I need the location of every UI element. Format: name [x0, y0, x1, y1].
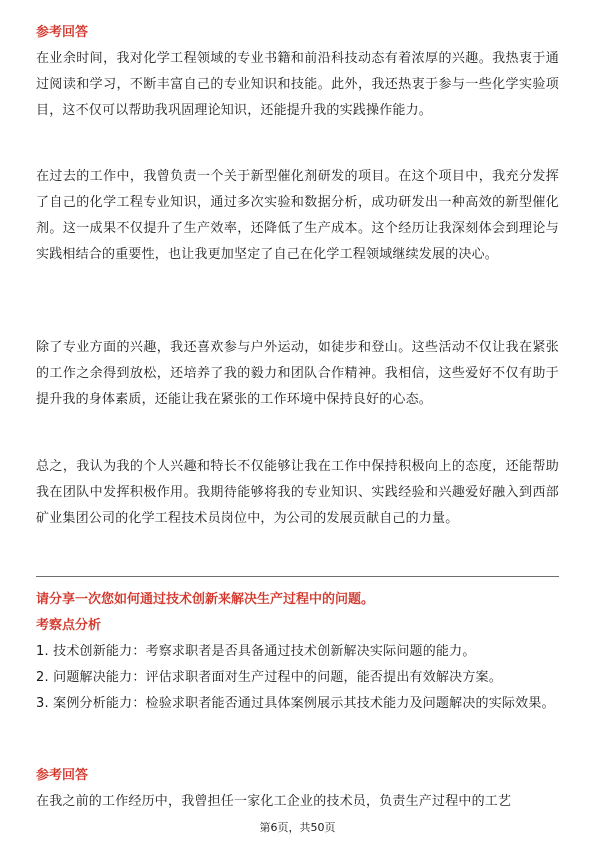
question-heading: 请分享一次您如何通过技术创新来解决生产过程中的问题。	[36, 592, 375, 607]
page-number: 第6页，共50页	[259, 821, 336, 834]
answer-heading-2-wrap	[36, 767, 559, 785]
answer-paragraph-2	[36, 164, 559, 268]
answer-start-paragraph	[36, 789, 559, 815]
analysis-item: 2. 问题解决能力：评估求职者面对生产过程中的问题，能否提出有效解决方案。	[36, 670, 502, 685]
analysis-heading-wrap	[36, 617, 559, 635]
paragraph: 在业余时间，我对化学工程领域的专业书籍和前沿科技动态有着浓厚的兴趣。我热衷于通过阅读和学习，不断丰富自己的专业知识和技能。此外，我还热衷于参与一些化学实验项目，这不仅可以帮助我巩固理论知识，还能提升我的实践操作能力。	[36, 51, 559, 118]
answer-heading: 参考回答	[36, 768, 89, 783]
analysis-heading: 考察点分析	[36, 618, 102, 633]
analysis-item: 1. 技术创新能力：考察求职者是否具备通过技术创新解决实际问题的能力。	[36, 644, 476, 659]
question-wrap	[36, 591, 559, 609]
paragraph: 在我之前的工作经历中，我曾担任一家化工企业的技术员，负责生产过程中的工艺	[36, 794, 512, 809]
answer-paragraph-1	[36, 46, 559, 124]
analysis-item: 3. 案例分析能力：检验求职者能否通过具体案例展示其技术能力及问题解决的实际效果。	[36, 696, 555, 711]
paragraph: 总之，我认为我的个人兴趣和特长不仅能够让我在工作中保持积极向上的态度，还能帮助我在团队中发挥积极作用。我期待能够将我的专业知识、实践经验和兴趣爱好融入到西部矿业集团公司的化学工程技术员岗位中，为公司的发展贡献自己的力量。	[36, 459, 559, 526]
section-divider	[36, 576, 559, 577]
page-footer	[0, 819, 595, 835]
answer-paragraph-3	[36, 335, 559, 413]
analysis-list	[36, 639, 559, 717]
answer-heading: 参考回答	[36, 25, 89, 40]
answer-heading-1-wrap	[36, 24, 559, 42]
answer-paragraph-4	[36, 454, 559, 532]
paragraph: 除了专业方面的兴趣，我还喜欢参与户外运动，如徒步和登山。这些活动不仅让我在紧张的工作之余得到放松，还培养了我的毅力和团队合作精神。我相信，这些爱好不仅有助于提升我的身体素质，还能让我在紧张的工作环境中保持良好的心态。	[36, 340, 559, 407]
paragraph: 在过去的工作中，我曾负责一个关于新型催化剂研发的项目。在这个项目中，我充分发挥了自己的化学工程专业知识，通过多次实验和数据分析，成功研发出一种高效的新型催化剂。这一成果不仅提升了生产效率，还降低了生产成本。这个经历让我深刻体会到理论与实践相结合的重要性，也让我更加坚定了自己在化学工程领域继续发展的决心。	[36, 169, 559, 262]
